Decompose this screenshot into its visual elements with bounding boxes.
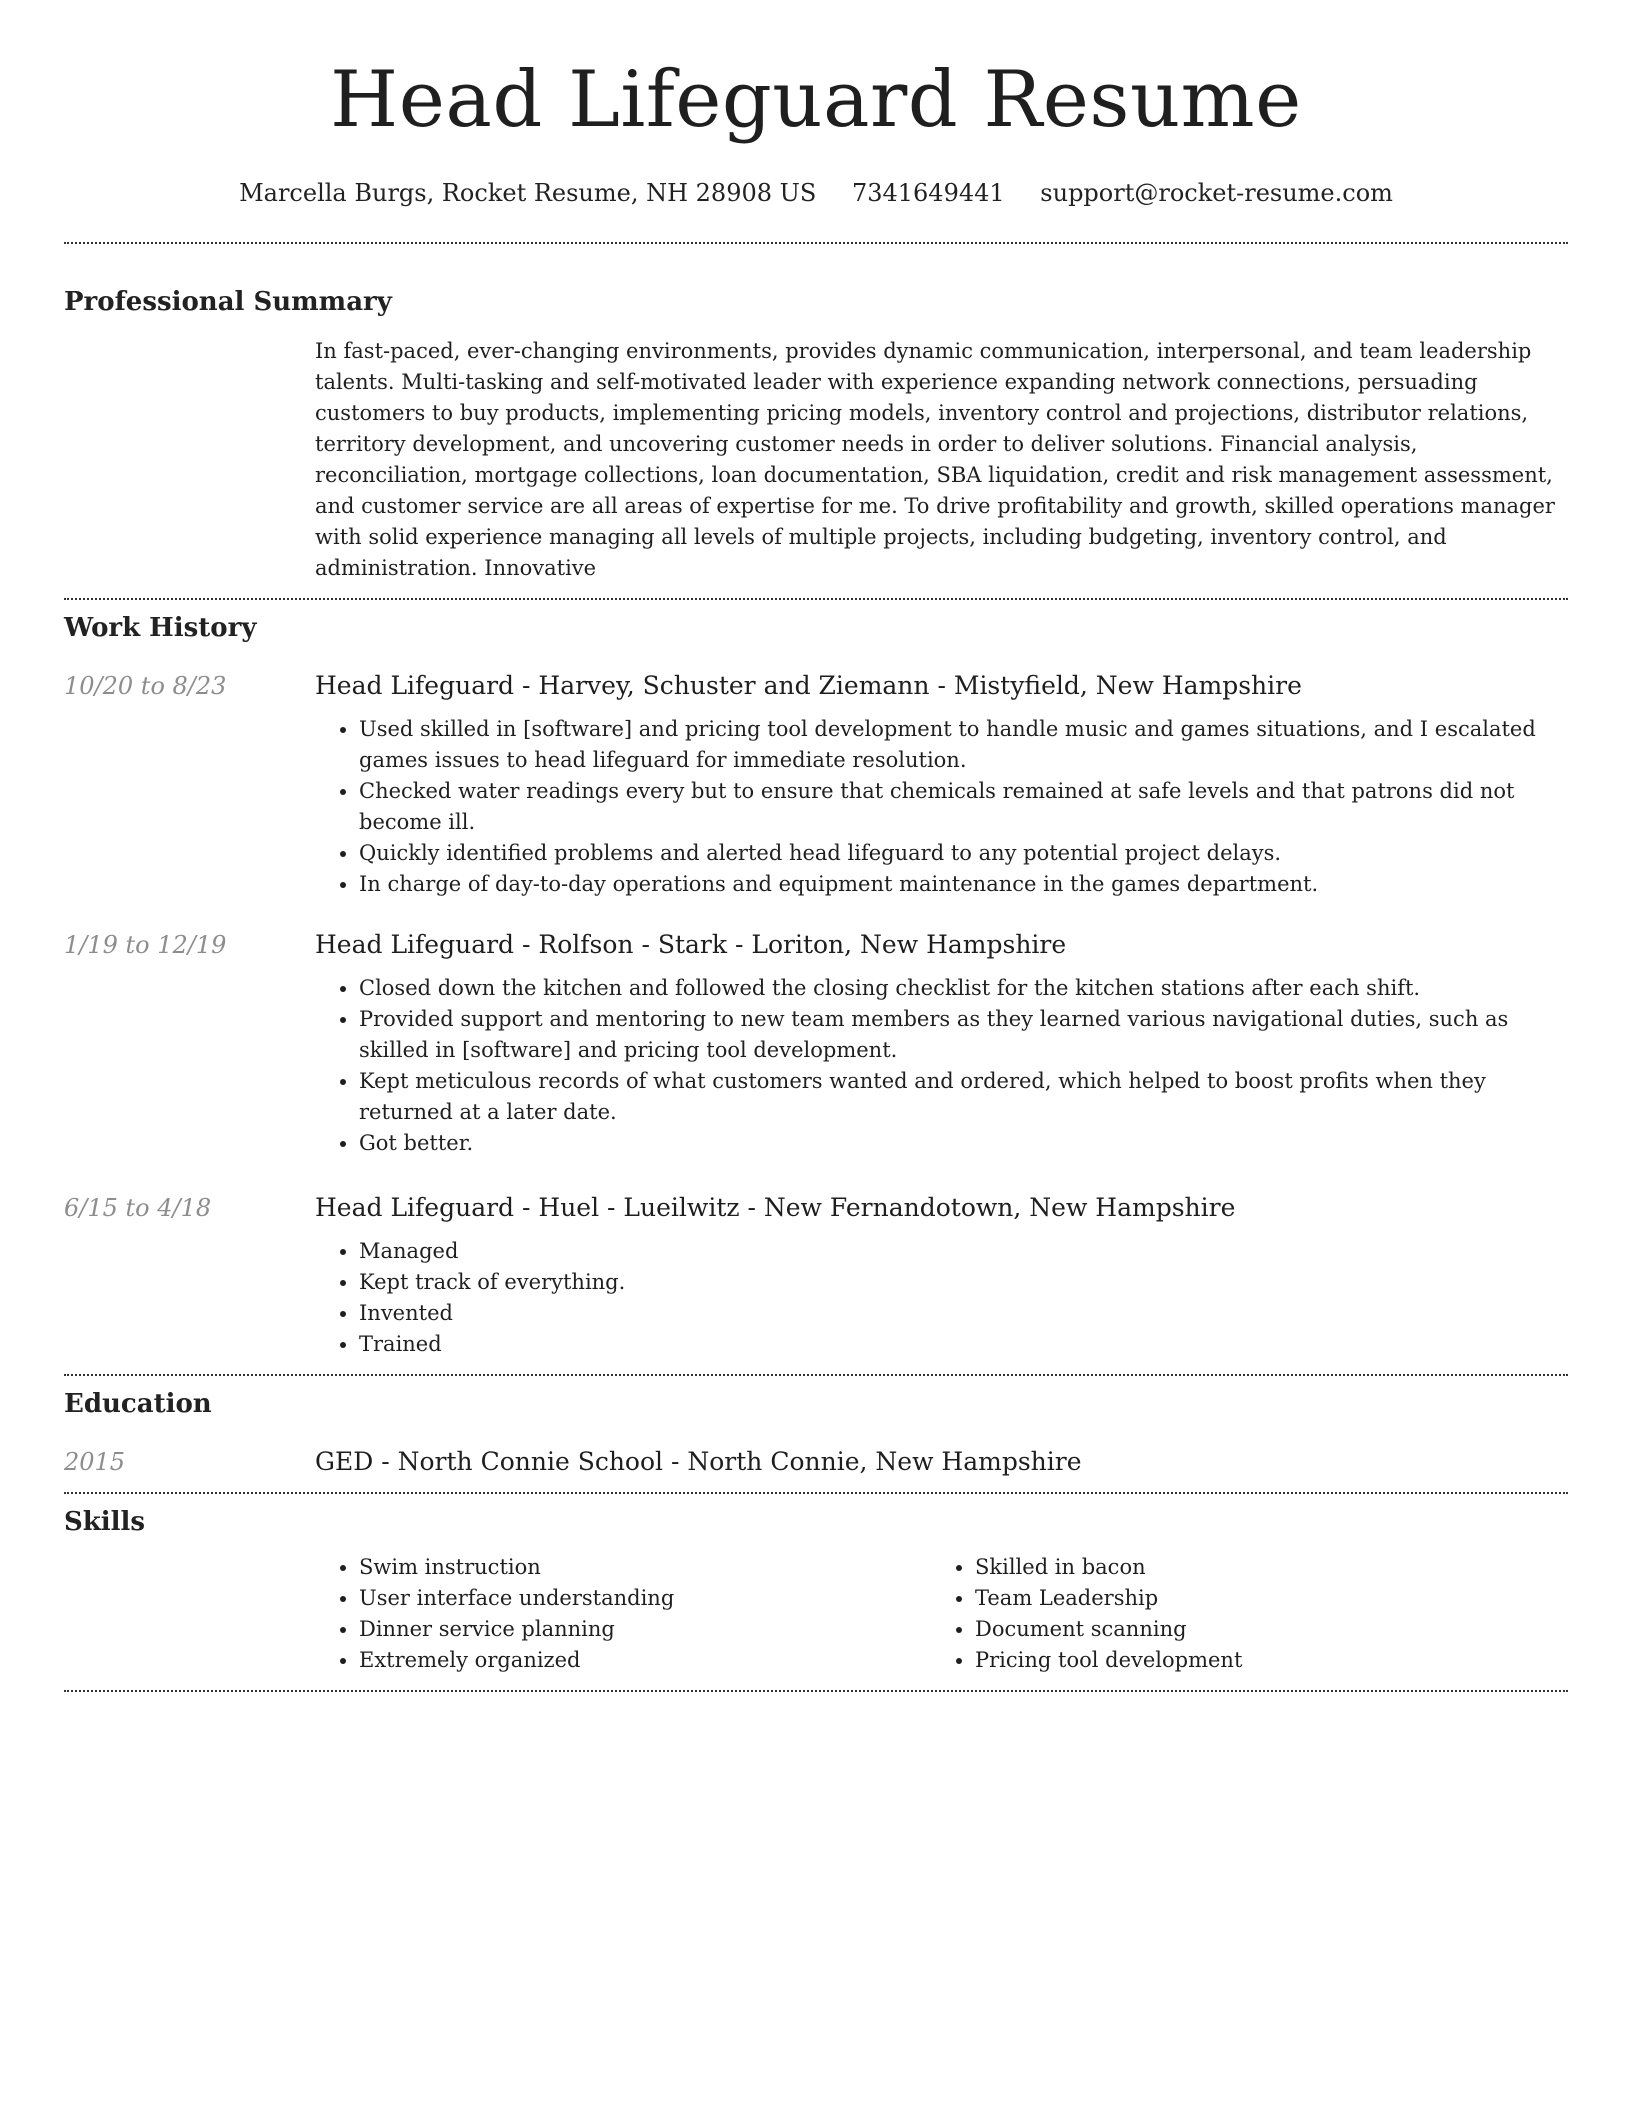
divider	[64, 242, 1568, 244]
resume-page	[64, 0, 1568, 1692]
job-bullet: • Got better.	[359, 1128, 1568, 1159]
divider	[64, 1492, 1568, 1494]
education-heading: Education	[64, 1389, 212, 1419]
job-bullet: • Closed down the kitchen and followed the closing checklist for the kitchen stations after each shift.	[359, 973, 1568, 1004]
job-bullets	[315, 973, 1568, 1159]
summary-heading: Professional Summary	[64, 287, 392, 317]
education-title: GED - North Connie School - North Connie, New Hampshire	[315, 1447, 1082, 1476]
skill-item: • Pricing tool development	[975, 1645, 1568, 1676]
skill-item: • Swim instruction	[359, 1552, 931, 1583]
skill-item: • Dinner service planning	[359, 1614, 931, 1645]
education-section	[64, 1388, 1568, 1478]
job-bullet: • Checked water readings every but to ensure that chemicals remained at safe levels and that patrons did not become ill.	[359, 776, 1568, 838]
job-entry	[64, 670, 1568, 900]
job-details	[315, 670, 1568, 900]
job-dates: 10/20 to 8/23	[64, 672, 227, 700]
skills-heading: Skills	[64, 1507, 146, 1537]
education-year: 2015	[64, 1448, 126, 1476]
job-bullet: • In charge of day-to-day operations and equipment maintenance in the games department.	[359, 869, 1568, 900]
job-bullet: • Provided support and mentoring to new team members as they learned various navigational duties, such as skilled in [software] and pricing tool development.	[359, 1004, 1568, 1066]
contact-address: Marcella Burgs, Rocket Resume, NH 28908 US	[239, 179, 817, 207]
job-dates: 1/19 to 12/19	[64, 931, 227, 959]
skill-item: • Extremely organized	[359, 1645, 931, 1676]
skill-item: • Skilled in bacon	[975, 1552, 1568, 1583]
job-bullet: • Managed	[359, 1236, 1568, 1267]
job-title: Head Lifeguard - Harvey, Schuster and Ziemann - Mistyfield, New Hampshire	[315, 671, 1302, 700]
work-history-heading: Work History	[64, 613, 257, 643]
contact-phone: 7341649441	[851, 179, 1005, 207]
job-details	[315, 1192, 1568, 1360]
job-title: Head Lifeguard - Huel - Lueilwitz - New Fernandotown, New Hampshire	[315, 1193, 1236, 1222]
job-dates: 6/15 to 4/18	[64, 1194, 212, 1222]
summary-text: In fast-paced, ever-changing environments, provides dynamic communication, interpersonal, and team leadership talents. Multi-tasking and self-motivated leader with experience expanding network connections, persuading customers to buy products, implementing pricing models, inventory control and projections, distributor relations, territory development, and uncovering customer needs in order to deliver solutions. Financial analysis, reconciliation, mortgage collections, loan documentation, SBA liquidation, credit and risk management assessment, and customer service are all areas of expertise for me. To drive profitability and growth, skilled operations manager with solid experience managing all levels of multiple projects, including budgeting, inventory control, and administration. Innovative	[315, 339, 1555, 580]
skill-item: • Team Leadership	[975, 1583, 1568, 1614]
job-bullet: • Kept track of everything.	[359, 1267, 1568, 1298]
contact-line	[64, 178, 1568, 208]
work-history-section	[64, 612, 1568, 1360]
job-entry	[64, 929, 1568, 1159]
skills-list	[931, 1552, 1568, 1676]
job-entry	[64, 1192, 1568, 1360]
divider	[64, 598, 1568, 600]
divider	[64, 1374, 1568, 1376]
skills-column-left	[315, 1552, 931, 1676]
skills-column-right	[931, 1552, 1568, 1676]
skill-item: • User interface understanding	[359, 1583, 931, 1614]
job-bullet: • Invented	[359, 1298, 1568, 1329]
skills-section	[64, 1506, 1568, 1676]
divider	[64, 1690, 1568, 1692]
skills-columns	[64, 1552, 1568, 1676]
contact-email: support@rocket-resume.com	[1040, 179, 1393, 207]
resume-title: Head Lifeguard Resume	[330, 55, 1302, 145]
job-bullet: • Kept meticulous records of what customers wanted and ordered, which helped to boost profits when they returned at a later date.	[359, 1066, 1568, 1128]
job-details	[315, 929, 1568, 1159]
summary-section	[64, 286, 1568, 584]
skills-list	[315, 1552, 931, 1676]
job-bullet: • Used skilled in [software] and pricing tool development to handle music and games situations, and I escalated games issues to head lifeguard for immediate resolution.	[359, 714, 1568, 776]
job-title: Head Lifeguard - Rolfson - Stark - Loriton, New Hampshire	[315, 930, 1067, 959]
education-entry	[64, 1446, 1568, 1478]
job-bullet: • Quickly identified problems and alerted head lifeguard to any potential project delays.	[359, 838, 1568, 869]
job-bullets	[315, 714, 1568, 900]
job-bullets	[315, 1236, 1568, 1360]
job-bullet: • Trained	[359, 1329, 1568, 1360]
skill-item: • Document scanning	[975, 1614, 1568, 1645]
